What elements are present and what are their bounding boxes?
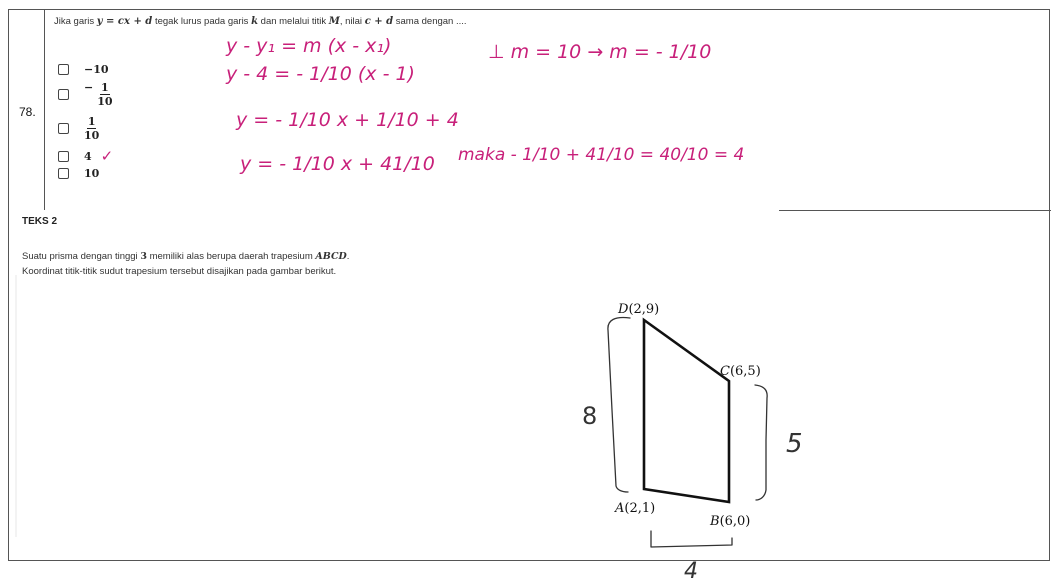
trapezium-abcd xyxy=(644,320,729,502)
point-b-label: B(6,0) xyxy=(710,514,751,529)
option-value: −10 xyxy=(84,63,109,76)
handwriting-conclusion: maka - 1/10 + 41/10 = 40/10 = 4 xyxy=(458,145,745,165)
dimension-right-value: 5 xyxy=(786,429,803,459)
teks-paragraph-2: Koordinat titik-titik sudut trapesium tersebut disajikan pada gambar berikut. xyxy=(22,266,337,277)
point-a-label: A(2,1) xyxy=(615,501,656,516)
option-value: $\frac{1}{10}$ xyxy=(84,115,100,142)
dimension-left-value: 8 xyxy=(582,402,598,430)
teks-paragraph-1: Suatu prisma dengan tinggi 3 memiliki alas berupa daerah trapesium ABCD. xyxy=(22,251,350,262)
handwriting-line-3: y = - 1/10 x + 1/10 + 4 xyxy=(236,109,459,131)
section-title: TEKS 2 xyxy=(22,216,58,227)
question-number: 78. xyxy=(19,105,36,119)
handwriting-perpendicular: ⊥ m = 10 → m = - 1/10 xyxy=(488,41,712,63)
handwriting-line-2: y - 4 = - 1/10 (x - 1) xyxy=(226,63,415,85)
bottom-dimension-bracket xyxy=(651,531,732,547)
check-mark-icon: ✓ xyxy=(100,148,114,165)
right-dimension-bracket xyxy=(755,385,767,500)
option-value: 4 xyxy=(84,149,92,163)
option-value: 10 xyxy=(84,167,100,180)
question-text: Jika garis y = cx + d tegak lurus pada garis k dan melalui titik M, nilai c + d sama dengan .... xyxy=(54,16,467,27)
point-c-label: C(6,5) xyxy=(720,364,761,379)
left-dimension-bracket xyxy=(608,318,630,493)
option-value: − $\frac{1}{10}$ xyxy=(84,81,113,108)
point-d-label: D(2,9) xyxy=(618,302,660,317)
handwriting-line-4: y = - 1/10 x + 41/10 xyxy=(240,153,435,175)
dimension-bottom-value: 4 xyxy=(684,559,698,584)
handwriting-line-1: y - y₁ = m (x - x₁) xyxy=(226,35,392,57)
